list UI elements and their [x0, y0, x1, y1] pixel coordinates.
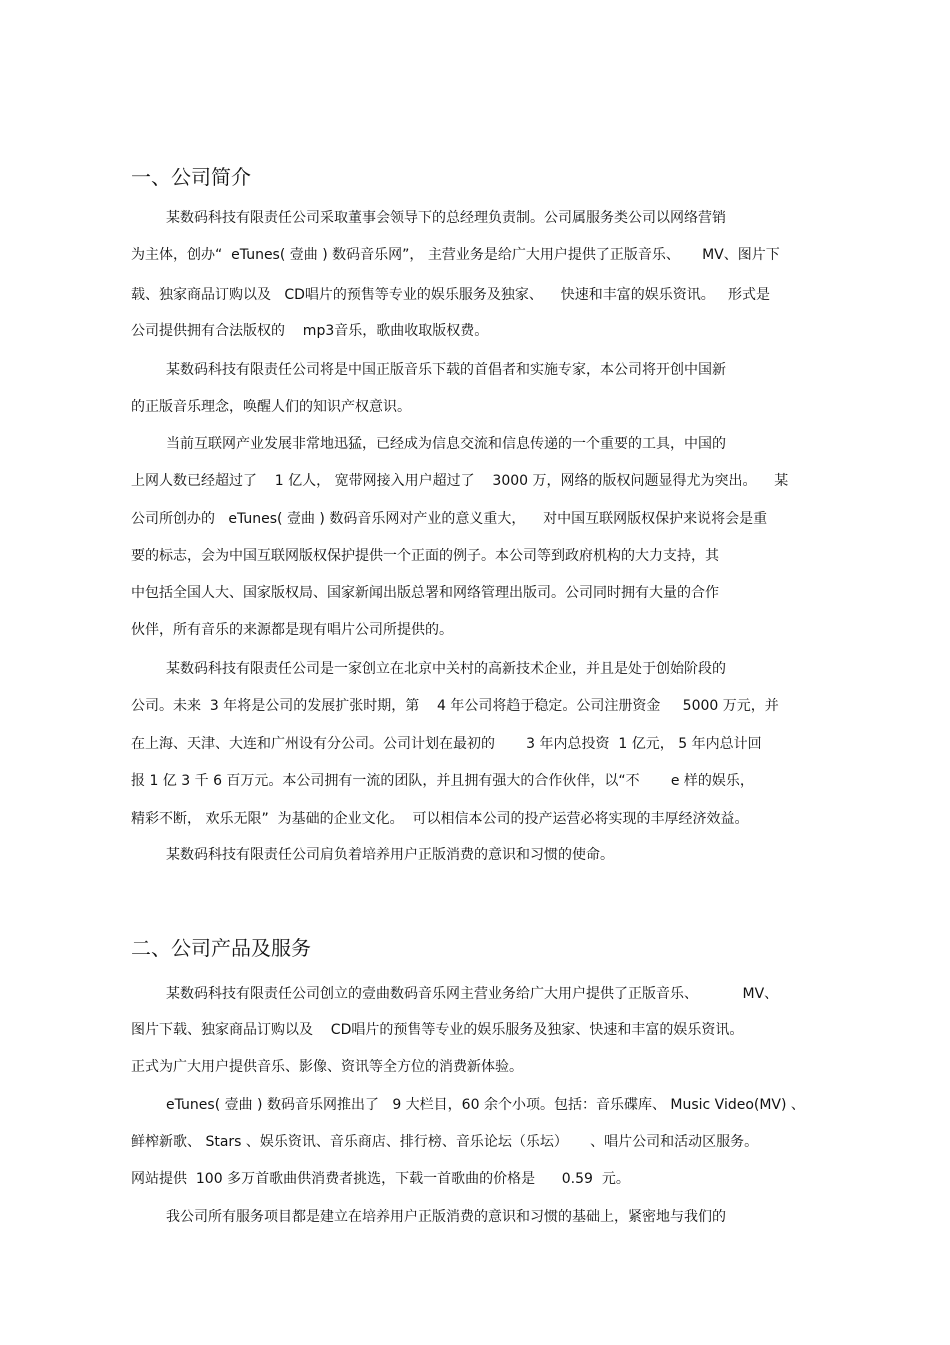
paragraph-line: 公司所创办的 eTunes( 壹曲 ) 数码音乐网对产业的意义重大， 对中国互联网版权保护来说将会是重 — [131, 511, 768, 527]
paragraph-line: 某数码科技有限责任公司肩负着培养用户正版消费的意识和习惯的使命。 — [166, 847, 614, 863]
paragraph-line: 当前互联网产业发展非常地迅猛，已经成为信息交流和信息传递的一个重要的工具，中国的 — [166, 436, 726, 452]
paragraph-line: 中包括全国人大、国家版权局、国家新闻出版总署和网络管理出版司。公司同时拥有大量的合作 — [131, 585, 719, 601]
paragraph-line: 伙伴，所有音乐的来源都是现有唱片公司所提供的。 — [131, 622, 453, 638]
paragraph-line: eTunes( 壹曲 ) 数码音乐网推出了 9 大栏目，60 余个小项。包括：音乐碟库、 Music Video(MV) 、 — [166, 1097, 805, 1113]
paragraph-line: 的正版音乐理念，唤醒人们的知识产权意识。 — [131, 399, 411, 415]
paragraph-line: 精彩不断， 欢乐无限” 为基础的企业文化。 可以相信本公司的投产运营必将实现的丰厚经济效益。 — [131, 811, 749, 827]
paragraph-line: 我公司所有服务项目都是建立在培养用户正版消费的意识和习惯的基础上，紧密地与我们的 — [166, 1209, 726, 1225]
section-heading-products-services: 二、公司产品及服务 — [131, 936, 311, 960]
paragraph-line: 报 1 亿 3 千 6 百万元。本公司拥有一流的团队，并且拥有强大的合作伙伴，以“不 e 样的娱乐， — [131, 773, 754, 789]
paragraph-line: 某数码科技有限责任公司采取董事会领导下的总经理负责制。公司属服务类公司以网络营销 — [166, 210, 726, 226]
paragraph-line: 公司。未来 3 年将是公司的发展扩张时期，第 4 年公司将趋于稳定。公司注册资金 5000 万元，并 — [131, 698, 779, 714]
paragraph-line: 为主体，创办“ eTunes( 壹曲 ) 数码音乐网”， 主营业务是给广大用户提供了正版音乐、 MV、图片下 — [131, 247, 780, 263]
paragraph-line: 某数码科技有限责任公司将是中国正版音乐下载的首倡者和实施专家，本公司将开创中国新 — [166, 362, 726, 378]
paragraph-line: 载、独家商品订购以及 CD唱片的预售等专业的娱乐服务及独家、 快速和丰富的娱乐资讯。 形式是 — [131, 287, 771, 303]
paragraph-line: 在上海、天津、大连和广州设有分公司。公司计划在最初的 3 年内总投资 1 亿元， 5 年内总计回 — [131, 736, 762, 752]
paragraph-line: 某数码科技有限责任公司是一家创立在北京中关村的高新技术企业，并且是处于创始阶段的 — [166, 661, 726, 677]
paragraph-line: 上网人数已经超过了 1 亿人， 宽带网接入用户超过了 3000 万，网络的版权问题显得尤为突出。 某 — [131, 473, 789, 489]
paragraph-line: 公司提供拥有合法版权的 mp3音乐，歌曲收取版权费。 — [131, 323, 489, 339]
paragraph-line: 要的标志，会为中国互联网版权保护提供一个正面的例子。本公司等到政府机构的大力支持，其 — [131, 548, 719, 564]
section-heading-company-intro: 一、公司简介 — [131, 165, 251, 189]
paragraph-line: 鲜榨新歌、 Stars 、娱乐资讯、音乐商店、排行榜、音乐论坛（乐坛） 、唱片公司和活动区服务。 — [131, 1134, 759, 1150]
paragraph-line: 图片下载、独家商品订购以及 CD唱片的预售等专业的娱乐服务及独家、快速和丰富的娱乐资讯。 — [131, 1022, 744, 1038]
paragraph-line: 正式为广大用户提供音乐、影像、资讯等全方位的消费新体验。 — [131, 1059, 523, 1075]
paragraph-line: 某数码科技有限责任公司创立的壹曲数码音乐网主营业务给广大用户提供了正版音乐、 MV、 — [166, 986, 779, 1002]
paragraph-line: 网站提供 100 多万首歌曲供消费者挑选，下载一首歌曲的价格是 0.59 元。 — [131, 1171, 630, 1187]
